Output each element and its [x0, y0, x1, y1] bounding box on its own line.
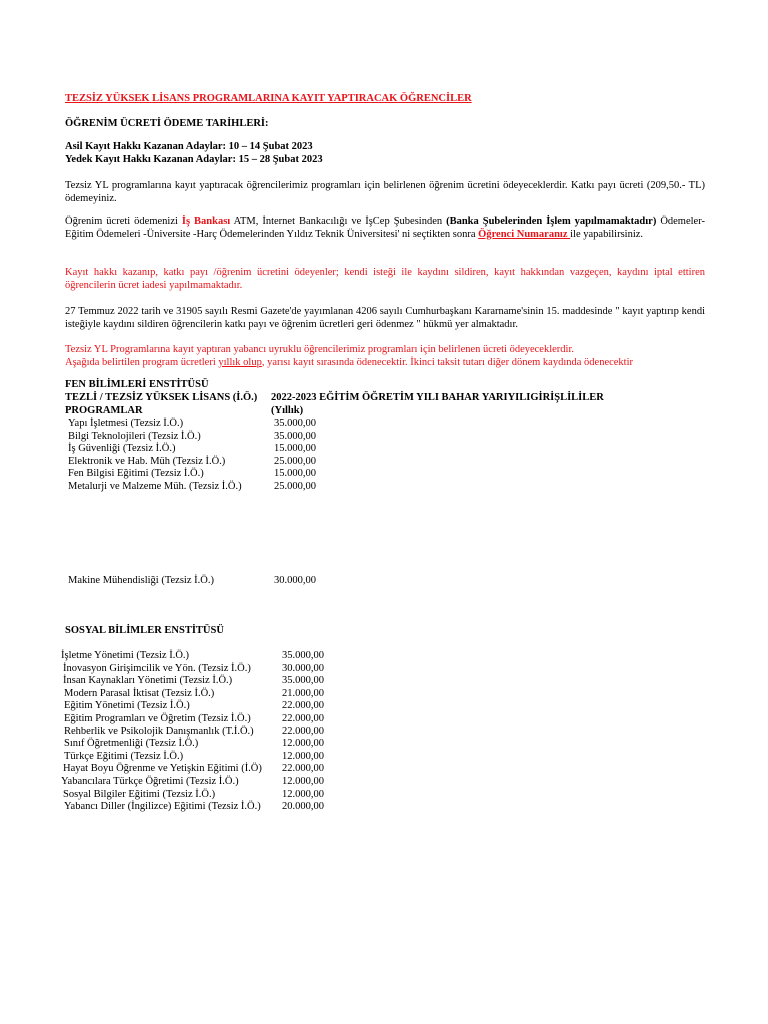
para4-text: 27 Temmuz 2022 tarih ve 31905 sayılı Resmi Gazete'de yayımlanan 4206 sayılı Cumhurbaşkanı Kararname'sinin 15. maddesinde " kayıt yaptırıp kendi isteğiyle kaydını sildiren öğrencilerin katkı payı ve öğrenim ücretleri geri ödenmez " hükmü yer almaktadır.: [65, 306, 705, 330]
table-row-fee: 15.000,00: [274, 468, 316, 480]
table-row-name: Sosyal Bilgiler Eğitimi (Tezsiz İ.Ö.): [63, 788, 216, 800]
table-row-fee: 12.000,00: [282, 750, 324, 762]
para5-line2-b: , yarısı kayıt sırasında ödenecektir. İkinci taksit tutarı diğer dönem kaydında ödenecektir: [261, 356, 634, 368]
para-fee-info: [65, 180, 705, 205]
para-refund-policy: [65, 267, 705, 292]
para5-line2-a: Aşağıda belirtilen program ücretleri: [65, 356, 219, 368]
table-row-fee: 35.000,00: [282, 675, 324, 687]
table-row-fee: 22.000,00: [282, 700, 324, 712]
fen-col1-header-line2: PROGRAMLAR: [65, 404, 143, 416]
table-row-fee: 22.000,00: [282, 763, 324, 775]
table-row-fee: 30.000,00: [274, 575, 316, 586]
table-row-fee: 35.000,00: [274, 430, 316, 442]
para-legal-note: [65, 306, 705, 331]
annual-note: yıllık olup: [218, 356, 262, 368]
table-row-name: Eğitim Programları ve Öğretim (Tezsiz İ.Ö.): [64, 713, 251, 724]
para5-line1: Tezsiz YL Programlarına kayıt yaptıran yabancı uyruklu öğrencilerimiz programları için belirlenen ücreti ödeyeceklerdir.: [65, 344, 574, 355]
table-row-name: Hayat Boyu Öğrenme ve Yetişkin Eğitimi (İ.Ö): [63, 763, 262, 775]
table-row-fee: 25.000,00: [274, 455, 316, 467]
table-row-name: Fen Bilgisi Eğitimi (Tezsiz İ.Ö.): [68, 468, 204, 480]
yedek-dates: Yedek Kayıt Hakkı Kazanan Adaylar: 15 – 28 Şubat 2023: [65, 153, 323, 165]
table-row-fee: 21.000,00: [282, 687, 324, 699]
table-row-name: Elektronik ve Hab. Müh (Tezsiz İ.Ö.): [68, 455, 226, 467]
fen-col1-header-line1: TEZLİ / TEZSİZ YÜKSEK LİSANS (İ.Ö.): [65, 392, 258, 403]
table-row-fee: 12.000,00: [282, 738, 324, 750]
page-title: TEZSİZ YÜKSEK LİSANS PROGRAMLARINA KAYIT YAPTIRACAK ÖĞRENCİLER: [65, 93, 472, 104]
table-row-name: Yabancılara Türkçe Öğretimi (Tezsiz İ.Ö.): [61, 776, 239, 787]
para-foreign-students: [65, 344, 705, 369]
table-row-name: Sınıf Öğretmenliği (Tezsiz İ.Ö.): [64, 738, 199, 750]
para3-text: Kayıt hakkı kazanıp, katkı payı /öğrenim ücretini ödeyenler; kendi isteği ile kaydını sildiren, kayıt hakkından vazgeçen, kaydını iptal ettiren öğrencilerin ücret iadesi yapılmamaktadır.: [65, 267, 705, 291]
table-row-fee: 35.000,00: [282, 650, 324, 661]
table-row-fee: 30.000,00: [282, 662, 324, 674]
payment-dates-heading: ÖĞRENİM ÜCRETİ ÖDEME TARİHLERİ:: [65, 118, 269, 129]
table-row-fee: 12.000,00: [282, 776, 324, 787]
para2-part1: Öğrenim ücreti ödemenizi: [65, 216, 182, 227]
table-row-fee: 25.000,00: [274, 481, 316, 492]
fen-table-header: [65, 392, 705, 418]
table-row-name: Rehberlik ve Psikolojik Danışmanlık (T.İ.Ö.): [64, 725, 254, 737]
table-row-fee: 15.000,00: [274, 443, 316, 455]
table-row-name: Türkçe Eğitimi (Tezsiz İ.Ö.): [64, 750, 184, 762]
fen-institute-title: FEN BİLİMLERİ ENSTİTÜSÜ: [65, 379, 209, 390]
para2-part3: Ödemeler-Eğitim Ödemeleri -Üniversite -Harç Ödemelerinden Yıldız Teknik Üniversitesi' ni seçtikten sonra: [65, 216, 705, 240]
asil-dates: Asil Kayıt Hakkı Kazanan Adaylar: 10 – 14 Şubat 2023: [65, 141, 313, 152]
fen-fee-table: [65, 418, 705, 498]
branch-note: (Banka Şubelerinden İşlem yapılmamaktadır): [446, 216, 657, 227]
table-row-name: Eğitim Yönetimi (Tezsiz İ.Ö.): [64, 700, 190, 712]
table-row-fee: 22.000,00: [282, 725, 324, 737]
fen-extra-row: [65, 575, 705, 588]
table-row-name: Bilgi Teknolojileri (Tezsiz İ.Ö.): [68, 430, 201, 442]
payment-dates: [65, 141, 705, 166]
para-payment-method: [65, 216, 705, 241]
student-number-highlight: Öğrenci Numaranız: [478, 228, 571, 240]
table-row-name: Makine Mühendisliği (Tezsiz İ.Ö.): [68, 575, 214, 586]
table-row-name: İş Güvenliği (Tezsiz İ.Ö.): [68, 443, 176, 455]
sosyal-fee-table: [61, 650, 705, 820]
table-row-fee: 22.000,00: [282, 713, 324, 724]
table-row-name: Yabancı Diller (İngilizce) Eğitimi (Tezsiz İ.Ö.): [64, 801, 261, 813]
table-row-name: Modern Parasal İktisat (Tezsiz İ.Ö.): [64, 687, 215, 699]
table-row-fee: 35.000,00: [274, 418, 316, 429]
fen-col2-header-line1: 2022-2023 EĞİTİM ÖĞRETİM YILI BAHAR YARIYILIGİRİŞLİLİLER: [271, 392, 604, 403]
bank-name: İş Bankası: [181, 216, 231, 227]
table-row-name: İnovasyon Girişimcilik ve Yön. (Tezsiz İ.Ö.): [63, 662, 251, 674]
table-row-fee: 20.000,00: [282, 801, 324, 813]
table-row-fee: 12.000,00: [282, 788, 324, 800]
table-row-name: Metalurji ve Malzeme Müh. (Tezsiz İ.Ö.): [68, 481, 242, 492]
para2-part4: ile yapabilirsiniz.: [570, 228, 644, 240]
table-row-name: Yapı İşletmesi (Tezsiz İ.Ö.): [68, 418, 184, 429]
sosyal-institute-title: SOSYAL BİLİMLER ENSTİTÜSÜ: [65, 625, 224, 636]
table-row-name: İşletme Yönetimi (Tezsiz İ.Ö.): [61, 650, 190, 661]
para2-part2: ATM, İnternet Bankacılığı ve İşCep Şubesinden: [230, 216, 447, 227]
fen-col2-header-line2: (Yıllık): [271, 404, 304, 416]
table-row-name: İnsan Kaynakları Yönetimi (Tezsiz İ.Ö.): [63, 675, 233, 687]
para1-text: Tezsiz YL programlarına kayıt yaptıracak öğrencilerimiz programları için belirlenen öğrenim ücretini ödeyeceklerdir. Katkı payı ücreti (209,50.- TL) ödemeyiniz.: [65, 180, 705, 204]
